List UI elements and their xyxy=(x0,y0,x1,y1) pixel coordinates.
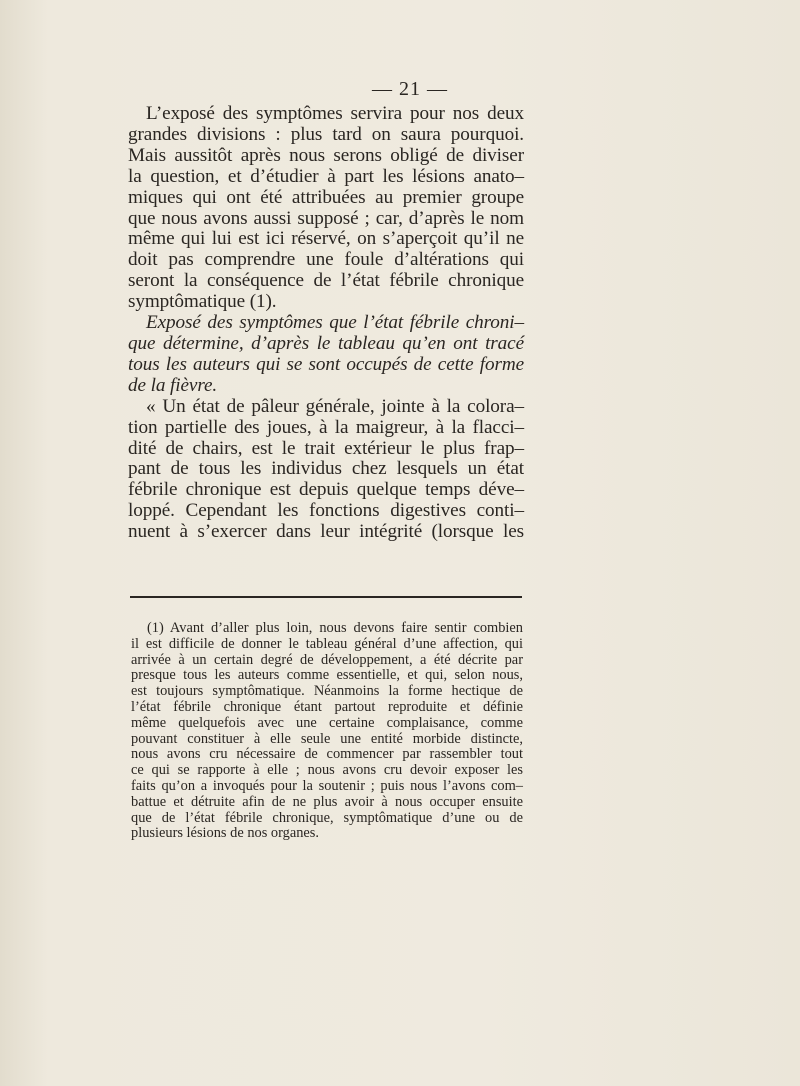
quote-line: nuent à s’exercer dans leur intégrité (lorsque les xyxy=(128,521,524,543)
footnote-line: que de l’état fébrile chronique, symptômatique d’une ou de xyxy=(131,809,523,826)
footnote-line: il est difficile de donner le tableau général d’une affection, qui xyxy=(131,635,523,652)
section-heading-line: de la fièvre. xyxy=(128,374,218,396)
text-line: grandes divisions : plus tard on saura pourquoi. xyxy=(128,123,524,145)
footnote xyxy=(131,621,523,842)
footnote-line: faits qu’on a invoqués pour la soutenir ; puis nous l’avons com– xyxy=(131,777,523,794)
text-line: même qui lui est ici réservé, on s’aperçoit qu’il ne xyxy=(128,228,524,250)
text-line: doit pas comprendre une foule d’altérations qui xyxy=(128,249,524,271)
quote-line: dité de chairs, est le trait extérieur le plus frap– xyxy=(128,437,524,459)
footnote-line: battue et détruite afin de ne plus avoir à nous occuper ensuite xyxy=(131,793,523,810)
text-line: symptômatique (1). xyxy=(128,291,277,313)
main-text xyxy=(128,104,524,543)
quote-line: tion partielle des joues, à la maigreur, à la flacci– xyxy=(128,416,524,438)
quote-line: loppé. Cependant les fonctions digestives conti– xyxy=(128,500,524,522)
footnote-divider xyxy=(130,596,522,598)
footnote-line: l’état fébrile chronique étant partout reproduite et définie xyxy=(131,698,523,715)
footnote-line: ce qui se rapporte à elle ; nous avons cru devoir exposer les xyxy=(131,762,523,779)
footnote-line: est toujours symptômatique. Néanmoins la forme hectique de xyxy=(131,683,523,700)
text-line: la question, et d’étudier à part les lésions anato– xyxy=(128,165,524,187)
text-line: miques qui ont été attribuées au premier groupe xyxy=(128,186,524,208)
text-line: que nous avons aussi supposé ; car, d’après le nom xyxy=(128,207,524,229)
quote-line: « Un état de pâleur générale, jointe à la colora– xyxy=(146,395,524,417)
section-heading-line: tous les auteurs qui se sont occupés de cette forme xyxy=(128,353,524,375)
footnote-line: nous avons cru nécessaire de commencer par rassembler tout xyxy=(131,746,523,763)
section-heading-line: Exposé des symptômes que l’état fébrile chroni– xyxy=(146,312,524,334)
page-number: — 21 — xyxy=(372,78,448,100)
footnote-line: presque tous les auteurs comme essentielle, et qui, selon nous, xyxy=(131,667,523,684)
quote-line: pant de tous les individus chez lesquels un état xyxy=(128,458,524,480)
text-line: L’exposé des symptômes servira pour nos deux xyxy=(146,103,524,124)
text-line: Mais aussitôt après nous serons obligé de diviser xyxy=(128,144,524,166)
footnote-line: pouvant constituer à elle seule une entité morbide distincte, xyxy=(131,730,523,747)
footnote-line: arrivée à un certain degré de développement, a été décrite par xyxy=(131,651,523,668)
footnote-line: même quelquefois avec une certaine complaisance, comme xyxy=(131,714,523,731)
footnote-line: (1) Avant d’aller plus loin, nous devons faire sentir combien xyxy=(147,620,523,636)
quote-line: fébrile chronique est depuis quelque temps déve– xyxy=(128,479,524,501)
section-heading-line: que détermine, d’après le tableau qu’en ont tracé xyxy=(128,332,524,354)
footnote-line: plusieurs lésions de nos organes. xyxy=(131,825,319,842)
text-line: seront la conséquence de l’état fébrile chronique xyxy=(128,270,524,292)
